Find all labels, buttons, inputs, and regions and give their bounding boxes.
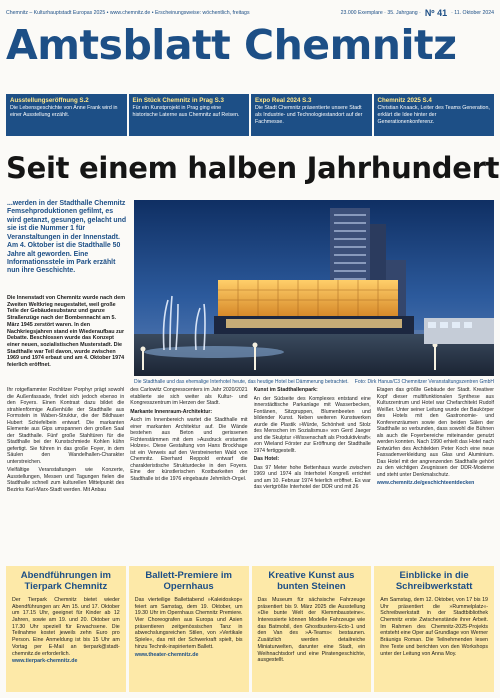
masthead-title: Amtsblatt Chemnitz [6,20,457,69]
subheading: Das Hotel: [253,456,280,462]
info-box-link[interactable]: www.theater-chemnitz.de [134,651,199,658]
main-headline: Seit einem halben Jahrhundert [6,151,500,185]
paragraph: Das 97 Meter hohe Bettenhaus wurde zwischen 1969 und 1974 als Interhotel Kongreß errichtet und am 10. Februar 1974 feierlich eröffnet. Es war das viertgrößte Interhotel der DDR und mit 26 [253,464,371,490]
teaser-text: Die Lebensgeschichte von Anne Frank wird in einer Ausstellung erzählt. [10,105,118,119]
paragraph: An der Südseite des Komplexes entstand eine innerstädtische Parkanlage mit Wasserbecken, Fontänen, Sitzgruppen, Blumenbeeten und bildender Kunst. Neben weiteren Kunstwerken wurde die Plastik »Würde, Schönheit und Stolz des Menschen im Sozialismus« von Gerd Jaeger und die Skulptur »Wissenschaft als Produktivkraft« von Wieland Förster zur Eröffnung der Stadthalle 1974 fertiggestellt. [253,395,371,454]
teaser-box[interactable] [6,94,127,136]
photo-credit: Foto: Dirk Hanus/C3 Chemnitzer Veranstaltungszentren GmbH [354,379,494,385]
info-box-link[interactable]: www.tierpark-chemnitz.de [12,658,78,665]
article-link[interactable]: www.chemnitz.de/geschichteentdecken [376,480,475,486]
paragraph: Ihr rotgeflammter Rochlitzer Porphyr prägt sowohl die Außenfassade, findet sich jedoch ebenso in den Foyers. Einen Kontrast dazu bildet die strahlenförmige Außenhülle der Stadthalle aus Formstein in Waben-Struktur, die der Bildhauer Hubert Schiefelbein entwarf. Die markanten Elemente aus Gips umspannen den großen Saal der Stadthalle. Fünf große Stahltüren für die Stadthalle bei der Kunstschmiede Kohlen kühn gefertigt. Sie führen in das große Foyer, in dem Säulen den Wandelhallen-Charakter unterstreichen. [7,387,125,465]
header-line [6,7,494,19]
photo-caption: Die Stadthalle und das ehemalige Interhotel heute, das heutige Hotel bei Dämmerung betrachtet. [134,379,349,385]
paragraph: des Carlowitz Congresscenters im Jahr 2020/2021 etablierte sie sich weiter als Kultur- und Kongresszentrum im Herzen der Stadt. [130,387,248,406]
subheading: Markante Innenraum-Architektur: [130,408,213,415]
header-publication-info: Chemnitz – Kulturhauptstadt Europas 2025 • www.chemnitz.de • Erscheinungsweise: wöchentlich, freitags [6,10,250,16]
photo-caption-row [134,379,494,385]
teaser-title: Ausstellungseröffnung S.2 [10,97,89,104]
issue-date: · 11. Oktober 2024 [451,10,494,16]
info-boxes [6,566,494,692]
info-box [374,566,494,692]
article-body [7,387,494,563]
intro-paragraph: Die Innenstadt von Chemnitz wurde nach dem Zweiten Weltkrieg neugestaltet, weil große Teile der Gebäudesubstanz und ganze Straßenzüge nach der Bombennacht am 5. März 1945 zerstört waren. In den Nachkriegsjahren stand ein Wiederaufbau zur Debatte. Beschlossen wurde das Konzept einer neuen, sozialistischen Musterstadt. Die Stadthalle war Teil davon, wurde zwischen 1969 und 1974 erbaut und am 4. Oktober 1974 feierlich eröffnet. [7,295,126,369]
article-column [377,387,494,563]
info-box-title: Abendführungen im Tierpark Chemnitz [20,570,111,592]
article-column [254,387,371,563]
teaser-text: Die Stadt Chemnitz präsentierte unsere Stadt als Industrie- und Technologiestandort auf der Fachmesse. [255,105,363,125]
teaser-text: Christian Knaack, Leiter des Teams Generation, erklärt die Idee hinter der Generationenkonferenz. [377,105,490,125]
paragraph: Etagen das größte Gebäude der Stadt. Kreativer Kopf dieser multifunktionalen Synthese aus Kulturzentrum und Hotel war Chefarchitekt Rudolf Weißer. Unter seiner Leitung wurde der Baukörper des Hotels mit den Gastronomie- und Konferenzräumen sowie den beiden Sälen der Stadthalle so verbunden, dass sowohl die Bühnen als auch die Foyerbereiche miteinander genutzt werden konnten. Nach 1990 erhielt das Hotel nach Entwürfen des Architekten Peter Koch eine neue Fassadenverkleidung aus Glas und Aluminium. Das Hotel mit der angrenzenden Stadthalle gehört zu den wichtigen Zeugnissen der DDR-Moderne und steht unter Denkmalschutz. [376,387,494,478]
info-box-title: Kreative Kunst aus bunten Steinen [268,570,355,592]
info-box-text: Am Samstag, dem 12. Oktober, von 17 bis 19 Uhr präsentiert die »Rummelplatz«-Schreibwerkstatt in der Stadtbibliothek Chemnitz erste Zwischenstände ihrer Arbeit. Im Rahmen des Chemnitz-2025-Projekts entsteht eine Oper auf Grundlage von Werner Bräunigs Roman. Die Teilnehmenden lesen ihre Texte und berichten von den Workshops unter der Leitung von Anna Moy. [380,596,488,657]
info-box-title: Ballett-Premiere im Opernhaus [145,570,232,592]
teaser-text: Für ein Kunstprojekt in Prag ging eine historische Laterne aus Chemnitz auf Reisen. [132,105,240,119]
header-issue-info [341,8,494,18]
info-box-text: Das vierteilige Ballettabend »Kaleidoskop« feiert am Samstag, dem 19. Oktober, um 19.30 Uhr im Opernhaus Chemnitz Premiere. Vier Choreografen aus Europa und Asien präsentieren zeitgenössischen Tanz in abwechslungsreichen Stilen, von »Vertikale Spiele«, das mit der Schwerkraft spielt, bis hinzu Technik-inspiriertem Ballett. [134,596,243,650]
teaser-box[interactable] [251,94,372,136]
info-box-text: Das Museum für sächsische Fahrzeuge präsentiert bis 9. März 2025 die Ausstellung »Die bunte Welt der Klemmbausteine«. Interessierte können Modelle Fahrzeuge wie das Batmobil, den Ghostbusters-Ecto-1 und den Van des »A-Teams« bestaunen. Zusätzlich werden detailreiche Miniaturwelten, darunter eine Stadt, ein Weihnachtsdorf und eine Piratengeschichte, ausgestellt. [257,596,366,664]
masthead [6,20,494,70]
header-circulation: 23.000 Exemplare · 35. Jahrgang · [340,10,421,16]
teaser-box[interactable] [374,94,495,136]
stadthalle-photo [134,200,494,376]
info-box [252,566,372,692]
teaser-title: Chemnitz 2025 S.4 [377,97,432,104]
lead-paragraph: ...werden in der Stadthalle Chemnitz Femsehproduktionen gefilmt, es wird getanzt, gesungen, gelacht und sie ist die Nummer 1 für Veranstaltungen in der Innenstadt. Am 4. Oktober ist die Stadthalle 50 Jahre alt geworden. Eine Informationsstele im Park erzählt nun ihre Geschichte. [7,200,127,275]
paragraph: Auch im Innenbereich wartet die Stadthalle mit einer markanten Architektur auf. Die Wände bestehen aus Beton und gerissenen Fichtenstämmen mit dem »Ausdruck erstarrten Holzes«. Diese Gestaltung von Hans Brockhage ist ein Verweis auf den Verstreinerten Wald von Chemnitz. Eberhard Reppold entwarf die charakteristische Strukturdecke in den Foyers. Eine der künstlerischen Kostbarkeiten der Stadthalle ist die 1976 eingebaute Jehmlich-Orgel. [130,417,248,482]
info-box-title: Einblicke in die Schreibwerkstatt [395,570,473,592]
info-box [6,566,126,692]
info-box [129,566,249,692]
issue-number: Nº 41 [424,8,448,18]
teaser-title: Ein Stück Chemnitz in Prag S.3 [132,97,224,104]
article-column [130,387,247,563]
article-column [7,387,124,563]
info-box-text: Der Tierpark Chemnitz bietet wieder Abendführungen an: Am 15. und 17. Oktober um 17.15 Uhr, geeignet für Kinder ab 12 Jahren, sowie am 19. und 20. Oktober um 17.30 Uhr speziell für Erwachsene. Die Teilnahme kostet jeweils zehn Euro pro Person. Eine Anmeldung ist bis 15 Uhr am Vortag per E-Mail an tierpark@stadt-chemnitz.de erforderlich. [12,596,120,657]
teaser-bar [6,94,494,136]
teaser-title: Expo Real 2024 S.3 [255,97,312,104]
teaser-box[interactable] [129,94,250,136]
subheading: Kunst im Stadthallenpark: [253,387,318,393]
paragraph: Vielfältige Veranstaltungen wie Konzerte, Ausstellungen, Messen und Tagungen fielen die Stadthalle schnell zum kulturellen Mittelpunkt des Bezirks Karl-Marx-Stadt werden. Mit Anbau [7,467,125,493]
